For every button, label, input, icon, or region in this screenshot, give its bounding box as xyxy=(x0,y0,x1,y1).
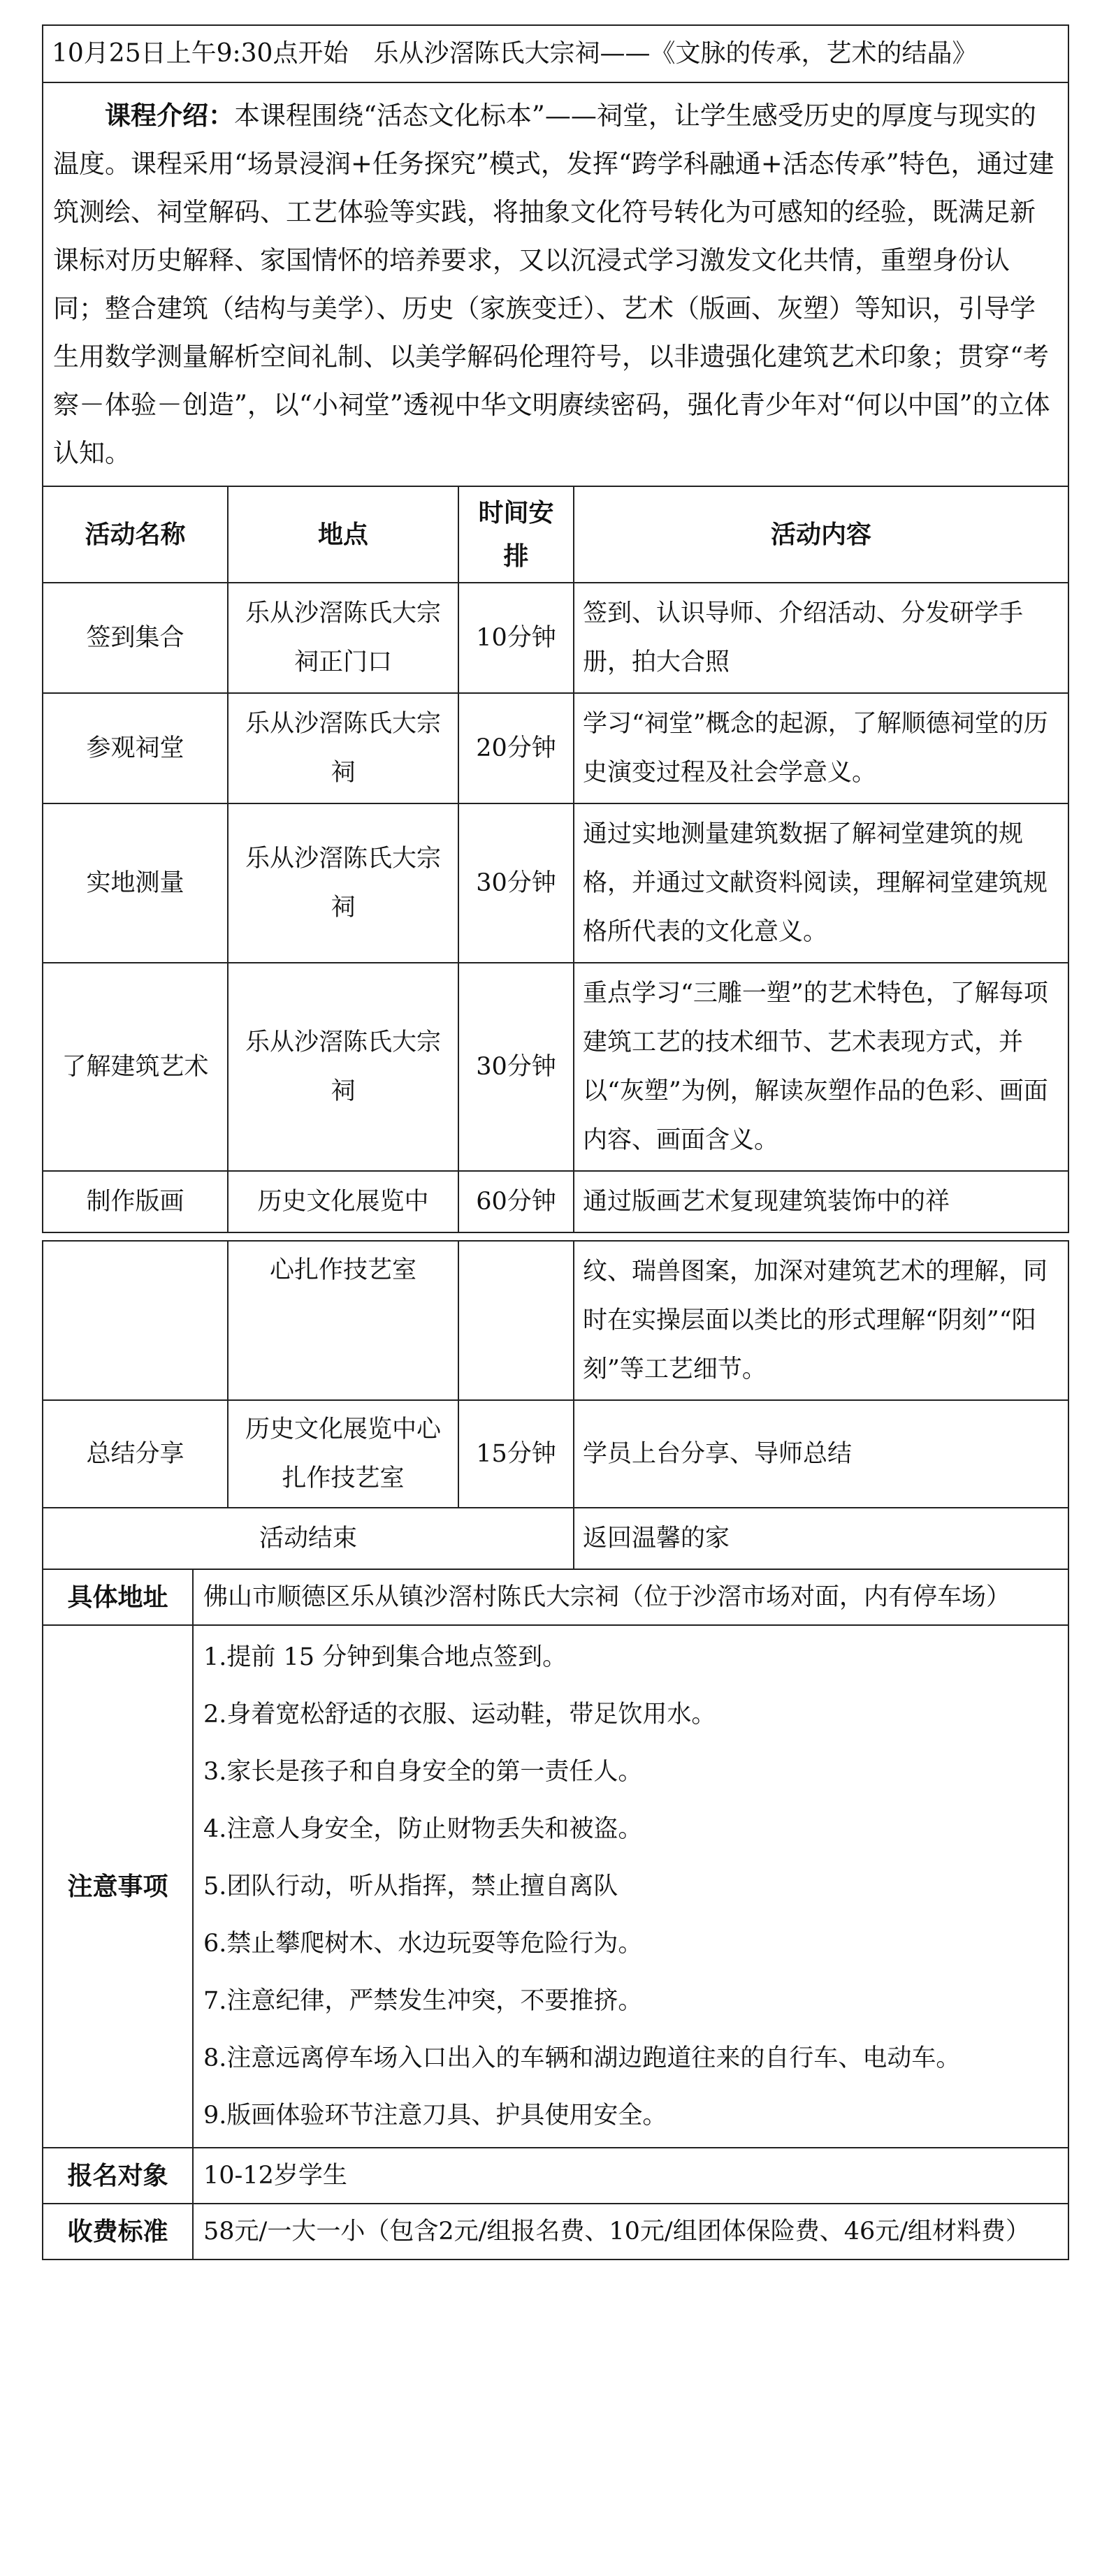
activity-content: 学习“祠堂”概念的起源，了解顺德祠堂的历史演变过程及社会学意义。 xyxy=(574,693,1068,803)
list-item: 2.身着宽松舒适的衣服、运动鞋，带足饮用水。 xyxy=(203,1701,716,1729)
activity-name: 签到集合 xyxy=(43,583,228,693)
fee-label: 收费标准 xyxy=(43,2204,193,2260)
notes-label: 注意事项 xyxy=(43,1625,193,2148)
activity-content: 纹、瑞兽图案，加深对建筑艺术的理解，同时在实操层面以类比的形式理解“阴刻”“阳刻”等工艺细节。 xyxy=(574,1241,1068,1400)
table-row xyxy=(43,1171,1068,1232)
schedule-table-continued xyxy=(42,1240,1069,1570)
page-break-gap xyxy=(42,1233,1068,1240)
activity-name-empty xyxy=(43,1241,228,1400)
activity-content: 学员上台分享、导师总结 xyxy=(574,1400,1068,1508)
activity-time: 30分钟 xyxy=(458,963,574,1171)
table-row xyxy=(43,693,1068,803)
list-item: 4.注意人身安全，防止财物丢失和被盗。 xyxy=(203,1815,643,1843)
end-row xyxy=(43,1508,1068,1569)
activity-end-label: 活动结束 xyxy=(43,1508,574,1569)
document-title: 10月25日上午9:30点开始 乐从沙滘陈氏大宗祠——《文脉的传承，艺术的结晶》 xyxy=(43,25,1068,82)
notes-list xyxy=(203,1629,1058,2144)
table-row xyxy=(43,963,1068,1171)
fee-value: 58元/一大一小（包含2元/组报名费、10元/组团体保险费、46元/组材料费） xyxy=(193,2204,1068,2260)
activity-time: 10分钟 xyxy=(458,583,574,693)
schedule-document xyxy=(42,24,1068,2260)
audience-row xyxy=(43,2148,1068,2204)
address-value: 佛山市顺德区乐从镇沙滘村陈氏大宗祠（位于沙滘市场对面，内有停车场） xyxy=(193,1570,1068,1625)
list-item: 6.禁止攀爬树木、水边玩耍等危险行为。 xyxy=(203,1930,643,1958)
column-header-content: 活动内容 xyxy=(574,486,1068,583)
activity-content: 通过版画艺术复现建筑装饰中的祥 xyxy=(574,1171,1068,1232)
audience-label: 报名对象 xyxy=(43,2148,193,2204)
intro-label: 课程介绍： xyxy=(105,100,234,131)
table-header-row xyxy=(43,486,1068,583)
activity-place: 历史文化展览中心扎作技艺室 xyxy=(228,1400,458,1508)
table-row xyxy=(43,803,1068,963)
list-item: 5.团队行动，听从指挥，禁止擅自离队 xyxy=(203,1872,618,1900)
activity-place: 乐从沙滘陈氏大宗祠 xyxy=(228,693,458,803)
table-row xyxy=(43,583,1068,693)
column-header-place: 地点 xyxy=(228,486,458,583)
fee-row xyxy=(43,2204,1068,2260)
activity-name: 总结分享 xyxy=(43,1400,228,1508)
audience-value: 10-12岁学生 xyxy=(193,2148,1068,2204)
info-table xyxy=(42,1570,1069,2260)
activity-place: 心扎作技艺室 xyxy=(228,1241,458,1400)
activity-end-content: 返回温馨的家 xyxy=(574,1508,1068,1569)
activity-name: 实地测量 xyxy=(43,803,228,963)
activity-time-empty xyxy=(458,1241,574,1400)
activity-time: 30分钟 xyxy=(458,803,574,963)
intro-text: 本课程围绕“活态文化标本”——祠堂，让学生感受历史的厚度与现实的温度。课程采用“场景浸润+任务探究”模式，发挥“跨学科融通+活态传承”特色，通过建筑测绘、祠堂解码、工艺体验等实践，将抽象文化符号转化为可感知的经验，既满足新课标对历史解释、家国情怀的培养要求，又以沉浸式学习激发文化共情，重塑身份认同；整合建筑（结构与美学）、历史（家族变迁）、艺术（版画、灰塑）等知识，引导学生用数学测量解析空间礼制、以美学解码伦理符号，以非遗强化建筑艺术印象；贯穿“考察－体验－创造”，以“小祠堂”透视中华文明赓续密码，强化青少年对“何以中国”的立体认知。 xyxy=(53,101,1054,468)
column-header-time: 时间安排 xyxy=(458,486,574,583)
table-row xyxy=(43,1400,1068,1508)
activity-place: 历史文化展览中 xyxy=(228,1171,458,1232)
title-row xyxy=(43,25,1068,82)
activity-name: 了解建筑艺术 xyxy=(43,963,228,1171)
activity-place: 乐从沙滘陈氏大宗祠 xyxy=(228,803,458,963)
notes-content xyxy=(193,1625,1068,2148)
list-item: 1.提前 15 分钟到集合地点签到。 xyxy=(203,1643,567,1671)
column-header-activity: 活动名称 xyxy=(43,486,228,583)
activity-time: 20分钟 xyxy=(458,693,574,803)
list-item: 9.版画体验环节注意刀具、护具使用安全。 xyxy=(203,2102,667,2130)
intro-row xyxy=(43,82,1068,486)
activity-name: 参观祠堂 xyxy=(43,693,228,803)
address-label: 具体地址 xyxy=(43,1570,193,1625)
address-row xyxy=(43,1570,1068,1625)
list-item: 3.家长是孩子和自身安全的第一责任人。 xyxy=(203,1758,643,1786)
activity-content: 签到、认识导师、介绍活动、分发研学手册，拍大合照 xyxy=(574,583,1068,693)
course-intro xyxy=(43,82,1068,486)
activity-time: 15分钟 xyxy=(458,1400,574,1508)
table-row-continued xyxy=(43,1241,1068,1400)
activity-place: 乐从沙滘陈氏大宗祠正门口 xyxy=(228,583,458,693)
activity-content: 通过实地测量建筑数据了解祠堂建筑的规格，并通过文献资料阅读，理解祠堂建筑规格所代表的文化意义。 xyxy=(574,803,1068,963)
activity-name: 制作版画 xyxy=(43,1171,228,1232)
activity-content: 重点学习“三雕一塑”的艺术特色，了解每项建筑工艺的技术细节、艺术表现方式，并以“灰塑”为例，解读灰塑作品的色彩、画面内容、画面含义。 xyxy=(574,963,1068,1171)
list-item: 7.注意纪律，严禁发生冲突，不要推挤。 xyxy=(203,1987,643,2015)
notes-row xyxy=(43,1625,1068,2148)
activity-time: 60分钟 xyxy=(458,1171,574,1232)
schedule-table xyxy=(42,24,1069,1233)
list-item: 8.注意远离停车场入口出入的车辆和湖边跑道往来的自行车、电动车。 xyxy=(203,2044,961,2072)
activity-place: 乐从沙滘陈氏大宗祠 xyxy=(228,963,458,1171)
